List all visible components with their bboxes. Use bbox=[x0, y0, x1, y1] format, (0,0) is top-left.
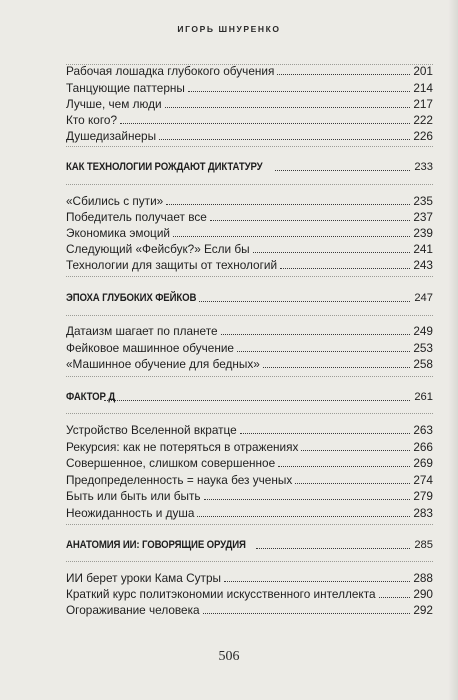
dot-leader bbox=[256, 548, 410, 549]
entry-title: Танцующие паттерны bbox=[66, 81, 185, 95]
toc-entry[interactable] bbox=[66, 96, 433, 111]
entry-page-number: 214 bbox=[413, 81, 433, 95]
dot-leader bbox=[197, 516, 410, 517]
entry-page-number: 243 bbox=[413, 258, 433, 272]
dot-leader bbox=[278, 466, 410, 467]
dot-leader bbox=[199, 301, 411, 302]
divider bbox=[66, 276, 433, 277]
toc-entry[interactable] bbox=[66, 488, 433, 503]
entry-title: Предопределенность = наука без ученых bbox=[66, 473, 293, 487]
toc-entry[interactable] bbox=[66, 356, 433, 371]
entry-page-number: 249 bbox=[413, 324, 433, 338]
entry-page-number: 237 bbox=[413, 210, 433, 224]
toc-entry[interactable] bbox=[66, 241, 433, 256]
section-page-number: 261 bbox=[414, 391, 433, 403]
entry-page-number: 279 bbox=[413, 489, 433, 503]
page-edge-shadow bbox=[448, 0, 458, 700]
entry-page-number: 226 bbox=[413, 129, 433, 143]
entry-title: Огораживание человека bbox=[66, 603, 200, 617]
toc-entry[interactable] bbox=[66, 340, 433, 355]
dot-leader bbox=[210, 220, 410, 221]
entry-title: Лучше, чем люди bbox=[66, 97, 162, 111]
entry-title: Кто кого? bbox=[66, 113, 118, 127]
toc-entry[interactable] bbox=[66, 586, 433, 601]
divider bbox=[66, 561, 433, 562]
dot-leader bbox=[188, 91, 410, 92]
dot-leader bbox=[204, 499, 410, 500]
dot-leader bbox=[221, 334, 410, 335]
entry-page-number: 283 bbox=[413, 506, 433, 520]
entry-title: Технологии для защиты от технологий bbox=[66, 258, 278, 272]
section-title: КАК ТЕХНОЛОГИИ РОЖДАЮТ ДИКТАТУРУ bbox=[66, 161, 263, 173]
toc-entry[interactable] bbox=[66, 225, 433, 240]
dot-leader bbox=[104, 400, 410, 401]
entry-page-number: 201 bbox=[413, 64, 433, 78]
entry-page-number: 241 bbox=[413, 242, 433, 256]
page-number: 506 bbox=[218, 649, 240, 664]
divider bbox=[66, 184, 433, 185]
dot-leader bbox=[120, 123, 410, 124]
section-heading[interactable] bbox=[66, 538, 433, 552]
divider bbox=[66, 413, 433, 414]
dot-leader bbox=[275, 170, 410, 171]
toc-entry[interactable] bbox=[66, 193, 433, 208]
toc-entry[interactable] bbox=[66, 455, 433, 470]
toc-entry[interactable] bbox=[66, 323, 433, 338]
entry-title: «Сбились с пути» bbox=[66, 194, 164, 208]
dot-leader bbox=[277, 74, 410, 75]
dot-leader bbox=[203, 613, 410, 614]
divider bbox=[66, 524, 433, 525]
dot-leader bbox=[379, 597, 410, 598]
entry-title: Рабочая лошадка глубокого обучения bbox=[66, 64, 275, 78]
entry-page-number: 253 bbox=[413, 341, 433, 355]
entry-title: «Машинное обучение для бедных» bbox=[66, 357, 260, 371]
divider bbox=[66, 315, 433, 316]
entry-page-number: 290 bbox=[413, 587, 433, 601]
entry-title: Устройство Вселенной вкратце bbox=[66, 423, 237, 437]
dot-leader bbox=[295, 483, 410, 484]
dot-leader bbox=[166, 204, 410, 205]
entry-page-number: 235 bbox=[413, 194, 433, 208]
dot-leader bbox=[173, 236, 410, 237]
entry-title: Фейковое машинное обучение bbox=[66, 341, 234, 355]
dot-leader bbox=[253, 252, 410, 253]
toc-entry[interactable] bbox=[66, 63, 433, 78]
entry-title: Рекурсия: как не потеряться в отражениях bbox=[66, 440, 299, 454]
toc-entry[interactable] bbox=[66, 505, 433, 520]
dot-leader bbox=[301, 450, 410, 451]
dot-leader bbox=[165, 107, 410, 108]
entry-title: Датаизм шагает по планете bbox=[66, 324, 218, 338]
toc-entry[interactable] bbox=[66, 257, 433, 272]
entry-title: Следующий «Фейсбук?» Если бы bbox=[66, 242, 250, 256]
section-title: ЭПОХА ГЛУБОКИХ ФЕЙКОВ bbox=[66, 292, 197, 304]
entry-title: Краткий курс политэкономии искусственного интеллекта bbox=[66, 587, 376, 601]
dot-leader bbox=[237, 351, 410, 352]
entry-title: Душедизайнеры bbox=[66, 129, 157, 143]
toc-entry[interactable] bbox=[66, 422, 433, 437]
dot-leader bbox=[263, 367, 410, 368]
section-heading[interactable] bbox=[66, 390, 433, 404]
entry-page-number: 258 bbox=[413, 357, 433, 371]
dot-leader bbox=[224, 581, 410, 582]
section-page-number: 285 bbox=[414, 539, 433, 551]
entry-title: Быть или быть или быть bbox=[66, 489, 201, 503]
section-title: АНАТОМИЯ ИИ: ГОВОРЯЩИЕ ОРУДИЯ bbox=[66, 539, 246, 551]
entry-title: ИИ берет уроки Кама Сутры bbox=[66, 571, 221, 585]
entry-page-number: 292 bbox=[413, 603, 433, 617]
toc-entry[interactable] bbox=[66, 80, 433, 95]
entry-page-number: 217 bbox=[413, 97, 433, 111]
dot-leader bbox=[159, 139, 410, 140]
toc-entry[interactable] bbox=[66, 128, 433, 143]
toc-entry[interactable] bbox=[66, 602, 433, 617]
entry-title: Неожиданность и душа bbox=[66, 506, 195, 520]
dot-leader bbox=[280, 268, 410, 269]
entry-title: Совершенное, слишком совершенное bbox=[66, 456, 276, 470]
dot-leader bbox=[240, 433, 410, 434]
entry-page-number: 239 bbox=[413, 226, 433, 240]
section-heading[interactable] bbox=[66, 160, 433, 174]
toc-entry[interactable] bbox=[66, 472, 433, 487]
running-head: ИГОРЬ ШНУРЕНКО bbox=[177, 24, 281, 34]
section-title: ФАКТОР Д bbox=[66, 391, 116, 403]
section-heading[interactable] bbox=[66, 291, 433, 305]
divider bbox=[66, 376, 433, 377]
entry-page-number: 274 bbox=[413, 473, 433, 487]
entry-page-number: 222 bbox=[413, 113, 433, 127]
entry-title: Победитель получает все bbox=[66, 210, 207, 224]
toc-entry[interactable] bbox=[66, 112, 433, 127]
section-page-number: 247 bbox=[414, 292, 433, 304]
entry-page-number: 269 bbox=[413, 456, 433, 470]
toc-entry[interactable] bbox=[66, 570, 433, 585]
divider bbox=[66, 146, 433, 147]
section-page-number: 233 bbox=[414, 161, 433, 173]
toc-entry[interactable] bbox=[66, 209, 433, 224]
entry-page-number: 266 bbox=[413, 440, 433, 454]
toc-entry[interactable] bbox=[66, 439, 433, 454]
entry-page-number: 288 bbox=[413, 571, 433, 585]
entry-title: Экономика эмоций bbox=[66, 226, 170, 240]
entry-page-number: 263 bbox=[413, 423, 433, 437]
